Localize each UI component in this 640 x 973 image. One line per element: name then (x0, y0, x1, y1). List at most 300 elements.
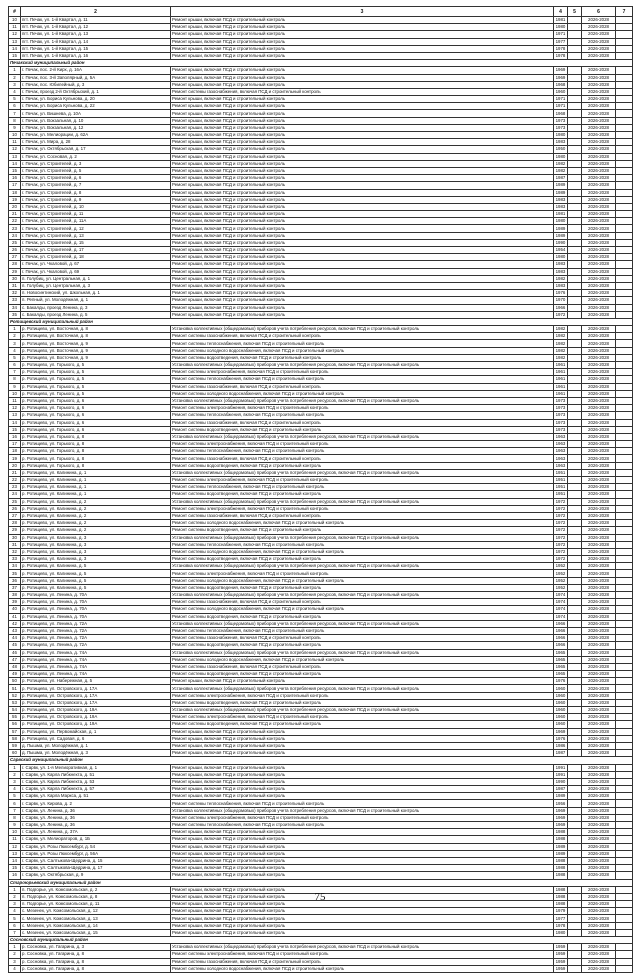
work-type-cell: Ремонт системы электроснабжения, включая ПСД и строительный контроль (171, 570, 554, 577)
table-row (9, 707, 633, 714)
work-type-cell: Ремонт крыши, включая ПСД и строительный контроль (171, 117, 554, 124)
work-type-cell: Ремонт системы электроснабжения, включая ПСД и строительный контроль (171, 814, 554, 821)
empty-cell (616, 793, 633, 800)
empty-cell (616, 211, 633, 218)
year-cell: 1989 (554, 850, 568, 857)
work-type-cell: Установка коллективных (общедомовых) приборов учета потребления ресурсов, включая ПСД и строительный контроль (171, 326, 554, 333)
year-cell: 1979 (554, 908, 568, 915)
period-cell: 2026-2028 (582, 117, 616, 124)
address-cell: г. Печак, ул. Строителей, д. 10 (21, 203, 171, 210)
row-number: 21 (9, 469, 21, 476)
empty-cell (616, 469, 633, 476)
empty-cell (568, 699, 582, 706)
period-cell: 2026-2028 (582, 189, 616, 196)
empty-cell (568, 865, 582, 872)
address-cell: р. Ротищево, ул. Ленина, д. 72А (21, 642, 171, 649)
year-cell: 1965 (554, 671, 568, 678)
work-type-cell: Ремонт крыши, включая ПСД и строительный контроль (171, 678, 554, 685)
address-cell: р. Ротищево, ул. Калинина, д. 2 (21, 527, 171, 534)
row-number: 17 (9, 182, 21, 189)
year-cell: 1952 (554, 563, 568, 570)
year-cell: 1990 (554, 778, 568, 785)
work-type-cell: Ремонт крыши, включая ПСД и строительный контроль (171, 254, 554, 261)
section-title: Староюрьевский муниципальный район (9, 879, 633, 886)
empty-cell (568, 692, 582, 699)
address-cell: г. Сарвк, ул. Октябрьская, д. 9 (21, 872, 171, 879)
table-row (9, 584, 633, 591)
row-number: 14 (9, 160, 21, 167)
address-cell: р. Ротищево, ул. Калинина, д. 3 (21, 556, 171, 563)
address-cell: р. Ротищево, ул. Горького, д. 6 (21, 405, 171, 412)
empty-cell (616, 764, 633, 771)
table-row (9, 477, 633, 484)
row-number: 52 (9, 692, 21, 699)
empty-cell (616, 477, 633, 484)
empty-cell (568, 599, 582, 606)
period-cell: 2026-2028 (582, 613, 616, 620)
address-cell: р. Ротищево, ул. Горького, д. 6 (21, 412, 171, 419)
empty-cell (616, 17, 633, 24)
period-cell: 2026-2028 (582, 31, 616, 38)
year-cell: 1973 (554, 124, 568, 131)
table-row (9, 462, 633, 469)
row-number: 39 (9, 599, 21, 606)
year-cell: 1956 (554, 800, 568, 807)
year-cell: 1968 (554, 110, 568, 117)
empty-cell (568, 297, 582, 304)
row-number: 30 (9, 534, 21, 541)
empty-cell (616, 541, 633, 548)
year-cell: 1972 (554, 527, 568, 534)
period-cell: 2026-2028 (582, 505, 616, 512)
section-row (9, 60, 633, 67)
table-row (9, 426, 633, 433)
address-cell: г. Печак, ул. Бориса Кульнова, д. 20 (21, 96, 171, 103)
period-cell: 2026-2028 (582, 433, 616, 440)
empty-cell (616, 311, 633, 318)
table-row (9, 103, 633, 110)
row-number: 9 (9, 822, 21, 829)
period-cell: 2026-2028 (582, 843, 616, 850)
table-row (9, 929, 633, 936)
period-cell: 2026-2028 (582, 771, 616, 778)
row-number: 18 (9, 448, 21, 455)
period-cell: 2026-2028 (582, 484, 616, 491)
address-cell: г. Печак, ул. Вокзальная, д. 12 (21, 124, 171, 131)
row-number: 15 (9, 426, 21, 433)
empty-cell (616, 31, 633, 38)
address-cell: г. Сарвк, ул. Ленина, д. 36 (21, 814, 171, 821)
work-type-cell: Ремонт системы водоотведения, включая ПСД и строительный контроль (171, 721, 554, 728)
address-cell: г. Печак, ул. Мелиорации, д. 62А (21, 132, 171, 139)
year-cell: 1982 (554, 275, 568, 282)
empty-cell (568, 354, 582, 361)
year-cell: 1960 (554, 88, 568, 95)
table-row (9, 261, 633, 268)
address-cell: г. Сарвк, ул. Ленина, д. 36 (21, 807, 171, 814)
address-cell: с. Мезенек, ул. Комсомольская, д. 12 (21, 908, 171, 915)
period-cell: 2026-2028 (582, 211, 616, 218)
empty-cell (616, 153, 633, 160)
period-cell: 2026-2028 (582, 139, 616, 146)
year-cell: 1959 (554, 944, 568, 951)
table-row (9, 153, 633, 160)
period-cell: 2026-2028 (582, 297, 616, 304)
period-cell: 2026-2028 (582, 103, 616, 110)
period-cell: 2026-2028 (582, 354, 616, 361)
work-type-cell: Ремонт крыши, включая ПСД и строительный контроль (171, 218, 554, 225)
empty-cell (568, 836, 582, 843)
table-row (9, 915, 633, 922)
address-cell: р. Ротищево, ул. Калинина, д. 2 (21, 512, 171, 519)
table-row (9, 96, 633, 103)
empty-cell (616, 74, 633, 81)
empty-cell (568, 175, 582, 182)
address-cell: р. Ротищево, ул. Горького, д. 6 (21, 397, 171, 404)
address-cell: р. Ротищево, ул. Восточная, д. 8 (21, 333, 171, 340)
period-cell: 2026-2028 (582, 829, 616, 836)
empty-cell (616, 786, 633, 793)
empty-cell (568, 153, 582, 160)
empty-cell (568, 282, 582, 289)
period-cell: 2026-2028 (582, 455, 616, 462)
year-cell: 1969 (554, 807, 568, 814)
address-cell: п. Новосинтинский, ул. Школьная, д. 1 (21, 290, 171, 297)
table-row (9, 182, 633, 189)
period-cell: 2026-2028 (582, 261, 616, 268)
year-cell: 1959 (554, 951, 568, 958)
empty-cell (616, 951, 633, 958)
work-type-cell: Ремонт крыши, включая ПСД и строительный контроль (171, 182, 554, 189)
row-number: 2 (9, 333, 21, 340)
work-type-cell: Ремонт системы электроснабжения, включая ПСД и строительный контроль (171, 477, 554, 484)
address-cell: р. Ротищево, ул. Восточная, д. 9 (21, 340, 171, 347)
row-number: 29 (9, 527, 21, 534)
empty-cell (568, 548, 582, 555)
address-cell: г. Печак, ул. Строителей, д. 17 (21, 247, 171, 254)
empty-cell (616, 685, 633, 692)
period-cell: 2026-2028 (582, 893, 616, 900)
period-cell: 2026-2028 (582, 110, 616, 117)
period-cell: 2026-2028 (582, 951, 616, 958)
period-cell: 2026-2028 (582, 282, 616, 289)
year-cell: 1972 (554, 520, 568, 527)
year-cell: 1983 (554, 261, 568, 268)
year-cell: 1989 (554, 225, 568, 232)
row-number: 5 (9, 96, 21, 103)
empty-cell (616, 822, 633, 829)
empty-cell (616, 282, 633, 289)
period-cell: 2026-2028 (582, 728, 616, 735)
row-number: 59 (9, 742, 21, 749)
work-type-cell: Ремонт системы водоотведения, включая ПСД и строительный контроль (171, 613, 554, 620)
table-row (9, 671, 633, 678)
row-number: 35 (9, 311, 21, 318)
table-row (9, 45, 633, 52)
work-type-cell: Установка коллективных (общедомовых) приборов учета потребления ресурсов, включая ПСД и строительный контроль (171, 563, 554, 570)
work-type-cell: Установка коллективных (общедомовых) приборов учета потребления ресурсов, включая ПСД и строительный контроль (171, 649, 554, 656)
section-row (9, 937, 633, 944)
row-number: 11 (9, 397, 21, 404)
address-cell: р. Ротищево, ул. Ленина, д. 70А (21, 613, 171, 620)
empty-cell (568, 735, 582, 742)
row-number: 48 (9, 663, 21, 670)
address-cell: р. Ротищево, ул. Островского, д. 19А (21, 714, 171, 721)
period-cell: 2026-2028 (582, 491, 616, 498)
period-cell: 2026-2028 (582, 333, 616, 340)
row-number: 33 (9, 297, 21, 304)
address-cell: г. Печак, проезд 2-й Октябрьский, д. 1 (21, 88, 171, 95)
empty-cell (568, 678, 582, 685)
empty-cell (568, 570, 582, 577)
period-cell: 2026-2028 (582, 340, 616, 347)
period-cell: 2026-2028 (582, 17, 616, 24)
empty-cell (568, 714, 582, 721)
empty-cell (616, 857, 633, 864)
table-row (9, 52, 633, 59)
empty-cell (568, 419, 582, 426)
empty-cell (616, 405, 633, 412)
row-number: 16 (9, 433, 21, 440)
empty-cell (568, 412, 582, 419)
address-cell: р. Ротищево, ул. Набережная, д. 5 (21, 678, 171, 685)
row-number: 16 (9, 175, 21, 182)
work-type-cell: Ремонт крыши, включая ПСД и строительный контроль (171, 282, 554, 289)
work-type-cell: Ремонт крыши, включая ПСД и строительный контроль (171, 728, 554, 735)
empty-cell (568, 563, 582, 570)
address-cell: р. Ротищево, ул. Горького, д. 5 (21, 376, 171, 383)
table-row (9, 965, 633, 972)
empty-cell (568, 498, 582, 505)
period-cell: 2026-2028 (582, 786, 616, 793)
table-row (9, 951, 633, 958)
table-row (9, 570, 633, 577)
period-cell: 2026-2028 (582, 649, 616, 656)
table-row (9, 699, 633, 706)
period-cell: 2026-2028 (582, 196, 616, 203)
row-number: 11 (9, 836, 21, 843)
address-cell: р. Ротищево, ул. Горького, д. 8 (21, 448, 171, 455)
table-row (9, 146, 633, 153)
period-cell: 2026-2028 (582, 254, 616, 261)
empty-cell (568, 469, 582, 476)
table-row (9, 556, 633, 563)
period-cell: 2026-2028 (582, 527, 616, 534)
row-number: 15 (9, 167, 21, 174)
empty-cell (568, 951, 582, 958)
period-cell: 2026-2028 (582, 477, 616, 484)
address-cell: п. Репный, ул. Молодёжная, д. 1 (21, 297, 171, 304)
row-number: 34 (9, 563, 21, 570)
year-cell: 1980 (554, 24, 568, 31)
year-cell: 1981 (554, 211, 568, 218)
year-cell: 1991 (554, 764, 568, 771)
row-number: 1 (9, 764, 21, 771)
empty-cell (568, 96, 582, 103)
table-row (9, 843, 633, 850)
section-title: Печакский муниципальный район (9, 60, 633, 67)
empty-cell (568, 311, 582, 318)
period-cell: 2026-2028 (582, 850, 616, 857)
row-number: 22 (9, 218, 21, 225)
table-row (9, 592, 633, 599)
table-row (9, 247, 633, 254)
period-cell: 2026-2028 (582, 807, 616, 814)
empty-cell (616, 512, 633, 519)
work-type-cell: Ремонт системы холодного водоснабжения, включая ПСД и строительный контроль (171, 520, 554, 527)
row-number: 29 (9, 268, 21, 275)
empty-cell (568, 117, 582, 124)
empty-cell (568, 649, 582, 656)
empty-cell (568, 929, 582, 936)
address-cell: с. Мезенек, ул. Комсомольская, д. 15 (21, 929, 171, 936)
table-row (9, 627, 633, 634)
empty-cell (568, 247, 582, 254)
empty-cell (616, 441, 633, 448)
row-number: 34 (9, 304, 21, 311)
table-row (9, 326, 633, 333)
empty-cell (568, 642, 582, 649)
address-cell: пгт. Печак, ул. 1-й Квартал, д. 12 (21, 24, 171, 31)
year-cell: 1951 (554, 477, 568, 484)
address-cell: п. Голубиц, ул. Центральная, д. 1 (21, 275, 171, 282)
row-number: 30 (9, 275, 21, 282)
empty-cell (616, 965, 633, 972)
work-type-cell: Ремонт системы холодного водоснабжения, включая ПСД и строительный контроль (171, 548, 554, 555)
empty-cell (568, 944, 582, 951)
year-cell: 1972 (554, 505, 568, 512)
empty-cell (568, 764, 582, 771)
address-cell: р. Ротищево, ул. Садовая, д. 6 (21, 735, 171, 742)
header-cell: 2 (21, 7, 171, 17)
row-number: 51 (9, 685, 21, 692)
table-row (9, 520, 633, 527)
table-row (9, 311, 633, 318)
empty-cell (616, 45, 633, 52)
work-type-cell: Ремонт крыши, включая ПСД и строительный контроль (171, 865, 554, 872)
year-cell: 1972 (554, 498, 568, 505)
year-cell: 1972 (554, 534, 568, 541)
work-type-cell: Установка коллективных (общедомовых) приборов учета потребления ресурсов, включая ПСД и строительный контроль (171, 469, 554, 476)
empty-cell (568, 390, 582, 397)
work-type-cell: Ремонт крыши, включая ПСД и строительный контроль (171, 124, 554, 131)
table-row (9, 469, 633, 476)
row-number: 6 (9, 922, 21, 929)
row-number: 8 (9, 814, 21, 821)
address-cell: г. Печак, пос. Юбилейный, д. 3 (21, 81, 171, 88)
empty-cell (616, 333, 633, 340)
table-row (9, 38, 633, 45)
work-type-cell: Ремонт крыши, включая ПСД и строительный контроль (171, 290, 554, 297)
table-row (9, 599, 633, 606)
header-cell: # (9, 7, 21, 17)
work-type-cell: Ремонт системы теплоснабжения, включая ПСД и строительный контроль (171, 412, 554, 419)
work-type-cell: Ремонт крыши, включая ПСД и строительный контроль (171, 742, 554, 749)
address-cell: р. Ротищево, ул. Калинина, д. 5 (21, 577, 171, 584)
year-cell: 1963 (554, 462, 568, 469)
address-cell: р. Ротищево, ул. Горького, д. 6 (21, 426, 171, 433)
table-row (9, 750, 633, 757)
empty-cell (616, 771, 633, 778)
address-cell: р. Ротищево, ул. Ленина, д. 74А (21, 656, 171, 663)
year-cell: 1972 (554, 512, 568, 519)
empty-cell (568, 441, 582, 448)
work-type-cell: Ремонт системы электроснабжения, включая ПСД и строительный контроль (171, 505, 554, 512)
empty-cell (568, 786, 582, 793)
table-row (9, 297, 633, 304)
table-row (9, 606, 633, 613)
address-cell: р. Ротищево, ул. Ленина, д. 74А (21, 663, 171, 670)
address-cell: р. Сосновка, ул. Гагарина, д. 8 (21, 958, 171, 965)
empty-cell (616, 505, 633, 512)
row-number: 7 (9, 929, 21, 936)
address-cell: р. Ротищево, ул. Горького, д. 5 (21, 390, 171, 397)
empty-cell (568, 369, 582, 376)
table-row (9, 239, 633, 246)
empty-cell (616, 520, 633, 527)
work-type-cell: Ремонт крыши, включая ПСД и строительный контроль (171, 793, 554, 800)
empty-cell (568, 750, 582, 757)
address-cell: г. Печак, ул. Октябрьская, д. 17 (21, 146, 171, 153)
work-type-cell: Ремонт крыши, включая ПСД и строительный контроль (171, 247, 554, 254)
empty-cell (616, 24, 633, 31)
table-row (9, 735, 633, 742)
work-type-cell: Ремонт крыши, включая ПСД и строительный контроль (171, 160, 554, 167)
table-row (9, 714, 633, 721)
row-number: 2 (9, 771, 21, 778)
address-cell: р. Ротищево, ул. Ленина, д. 74А (21, 671, 171, 678)
row-number: 4 (9, 786, 21, 793)
year-cell: 1988 (554, 857, 568, 864)
empty-cell (616, 254, 633, 261)
work-type-cell: Ремонт системы газоснабжения, включая ПСД и строительный контроль (171, 599, 554, 606)
address-cell: р. Ротищево, ул. Островского, д. 19А (21, 707, 171, 714)
year-cell: 1973 (554, 426, 568, 433)
table-row (9, 132, 633, 139)
row-number: 25 (9, 498, 21, 505)
period-cell: 2026-2028 (582, 606, 616, 613)
address-cell: пгт. Печак, ул. 1-й Квартал, д. 16 (21, 52, 171, 59)
work-type-cell: Ремонт системы теплоснабжения, включая ПСД и строительный контроль (171, 627, 554, 634)
empty-cell (616, 714, 633, 721)
work-type-cell: Ремонт системы водоотведения, включая ПСД и строительный контроль (171, 642, 554, 649)
empty-cell (616, 354, 633, 361)
table-row (9, 333, 633, 340)
row-number: 24 (9, 491, 21, 498)
empty-cell (568, 405, 582, 412)
year-cell: 1952 (554, 577, 568, 584)
empty-cell (568, 448, 582, 455)
empty-cell (568, 807, 582, 814)
empty-cell (568, 81, 582, 88)
work-type-cell: Ремонт крыши, включая ПСД и строительный контроль (171, 110, 554, 117)
table-row (9, 836, 633, 843)
row-number: 56 (9, 721, 21, 728)
work-type-cell: Ремонт крыши, включая ПСД и строительный контроль (171, 297, 554, 304)
table-row (9, 290, 633, 297)
empty-cell (616, 728, 633, 735)
empty-cell (568, 520, 582, 527)
period-cell: 2026-2028 (582, 584, 616, 591)
empty-cell (568, 110, 582, 117)
empty-cell (616, 203, 633, 210)
empty-cell (568, 146, 582, 153)
empty-cell (568, 17, 582, 24)
work-type-cell: Ремонт крыши, включая ПСД и строительный контроль (171, 24, 554, 31)
empty-cell (568, 340, 582, 347)
year-cell: 1969 (554, 728, 568, 735)
table-row (9, 534, 633, 541)
